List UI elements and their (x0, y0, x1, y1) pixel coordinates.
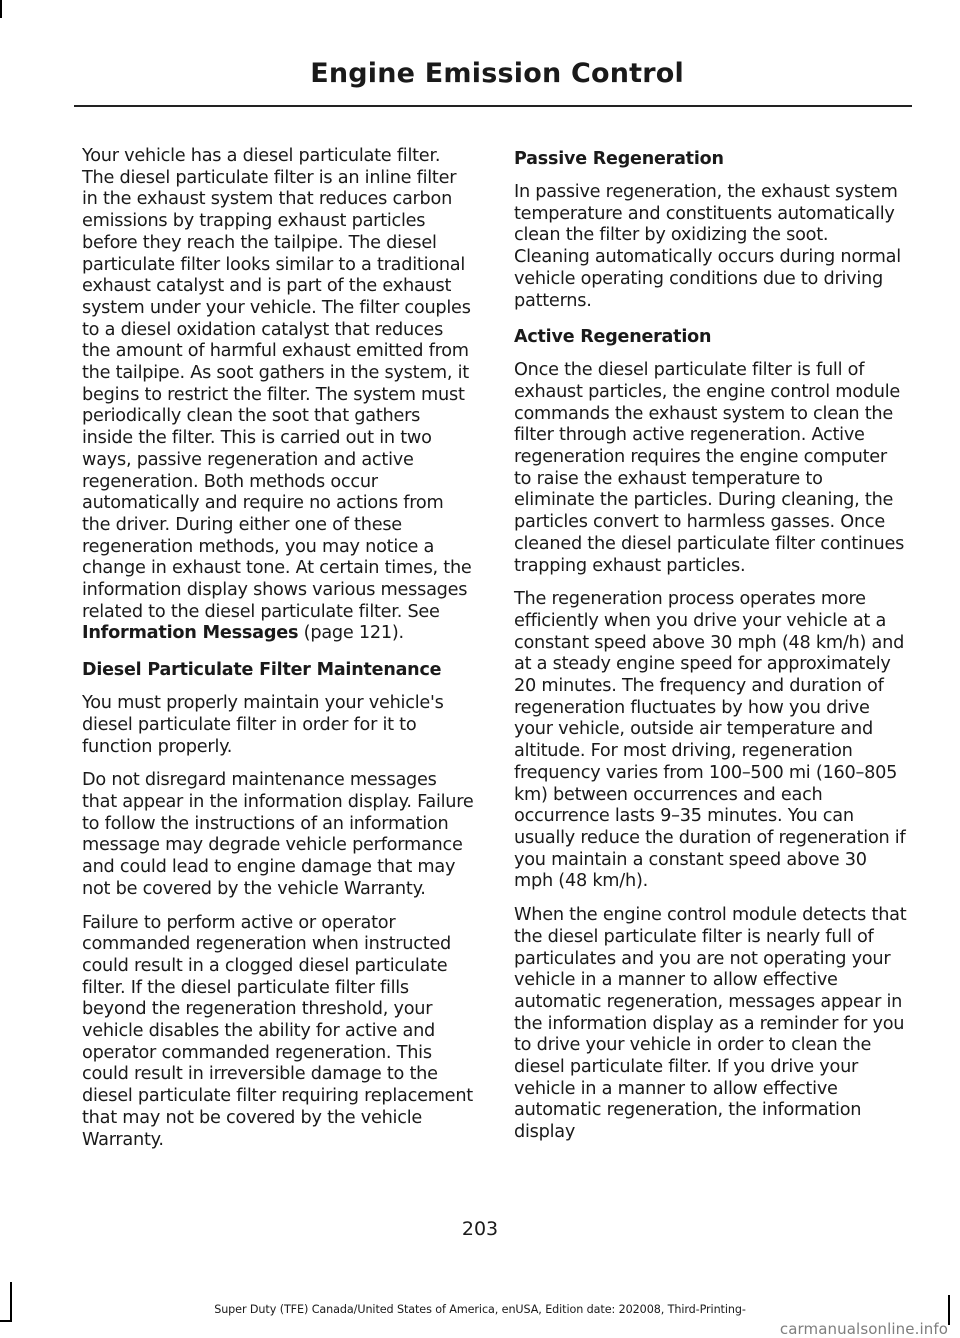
information-messages-link[interactable]: Information Messages (82, 623, 299, 644)
active-regeneration-heading: Active Regeneration (514, 327, 712, 348)
maintenance-heading: Diesel Particulate Filter Maintenance (82, 660, 442, 681)
active-regeneration-paragraph-1: Once the diesel particulate filter is full of exhaust particles, the engine control module commands the exhaust system to clean the filter through active regeneration. Active regeneration requires the engine computer to raise the exhaust temperature to eliminate the particles. During cleaning, the particles convert to harmless gasses. Once cleaned the diesel particulate filter continues trapping exhaust particles. (514, 360, 905, 576)
watermark: carmanualsonline.info (779, 1320, 948, 1338)
page-number: 203 (461, 1218, 499, 1240)
active-regeneration-paragraph-2: The regeneration process operates more efficiently when you drive your vehicle at a constant speed above 30 mph (48 km/h) and at a steady engine speed for approximately 20 minutes. The frequency and duration of regeneration fluctuates by how you drive your vehicle, outside air temperature and altitude. For most driving, regeneration frequency varies from 100–500 mi (160–805 km) between occurrences and each occurrence lasts 9–35 minutes. You can usually reduce the duration of regeneration if you maintain a constant speed above 30 mph (48 km/h). (514, 589, 906, 892)
intro-page-ref: (page 121). (298, 623, 404, 644)
maintenance-paragraph-2: Do not disregard maintenance messages that appear in the information display. Failure to follow the instructions of an information message may degrade vehicle performance and could lead to engine damage that may not be covered by the vehicle Warranty. (82, 770, 474, 899)
page-title: Engine Emission Control (310, 58, 684, 89)
crop-mark-bottom-left (10, 1282, 12, 1322)
maintenance-paragraph-3: Failure to perform active or operator commanded regeneration when instructed could result in a clogged diesel particulate filter. If the diesel particulate filter fills beyond the regeneration threshold, your vehicle disables the ability for active and operator commanded regeneration. This could result in irreversible damage to the diesel particulate filter requiring replacement that may not be covered by the vehicle Warranty. (82, 912, 473, 1150)
passive-regeneration-text: In passive regeneration, the exhaust system temperature and constituents automatically clean the filter by oxidizing the soot. Cleaning automatically occurs during normal vehicle operating conditions due to driving patterns. (514, 182, 901, 311)
maintenance-paragraph-1: You must properly maintain your vehicle's diesel particulate filter in order for it to function properly. (82, 693, 444, 757)
footer-edition-info: Super Duty (TFE) Canada/United States of America, enUSA, Edition date: 202008, Third-Printing- (214, 1303, 746, 1316)
crop-mark-top-left (0, 0, 2, 18)
intro-text: Your vehicle has a diesel particulate filter. The diesel particulate filter is an inline filter in the exhaust system that reduces carbon emissions by trapping exhaust particles before they reach the tailpipe. The diesel particulate filter looks similar to a traditional exhaust catalyst and is part of the exhaust system under your vehicle. The filter couples to a diesel oxidation catalyst that reduces the amount of harmful exhaust emitted from the tailpipe. As soot gathers in the system, it begins to restrict the filter. The system must periodically clean the soot that gathers inside the filter. This is carried out in two ways, passive regeneration and active regeneration. Both methods occur automatically and require no actions from the driver. During either one of these regeneration methods, you may notice a change in exhaust tone. At certain times, the information display shows various messages related to the diesel particulate filter. See (82, 146, 472, 622)
crop-mark-bottom-left-tick (0, 1320, 12, 1322)
passive-regeneration-heading: Passive Regeneration (514, 149, 724, 169)
right-column (514, 146, 907, 1156)
left-column (82, 146, 475, 1163)
header-divider (74, 105, 912, 107)
intro-paragraph (82, 146, 475, 645)
active-regeneration-paragraph-3: When the engine control module detects that the diesel particulate filter is nearly full of particulates and you are not operating your vehicle in a manner to allow effective automatic regeneration, messages appear in the information display as a reminder for you to drive your vehicle in order to clean the diesel particulate filter. If you drive your vehicle in a manner to allow effective automatic regeneration, the information display (514, 905, 907, 1143)
